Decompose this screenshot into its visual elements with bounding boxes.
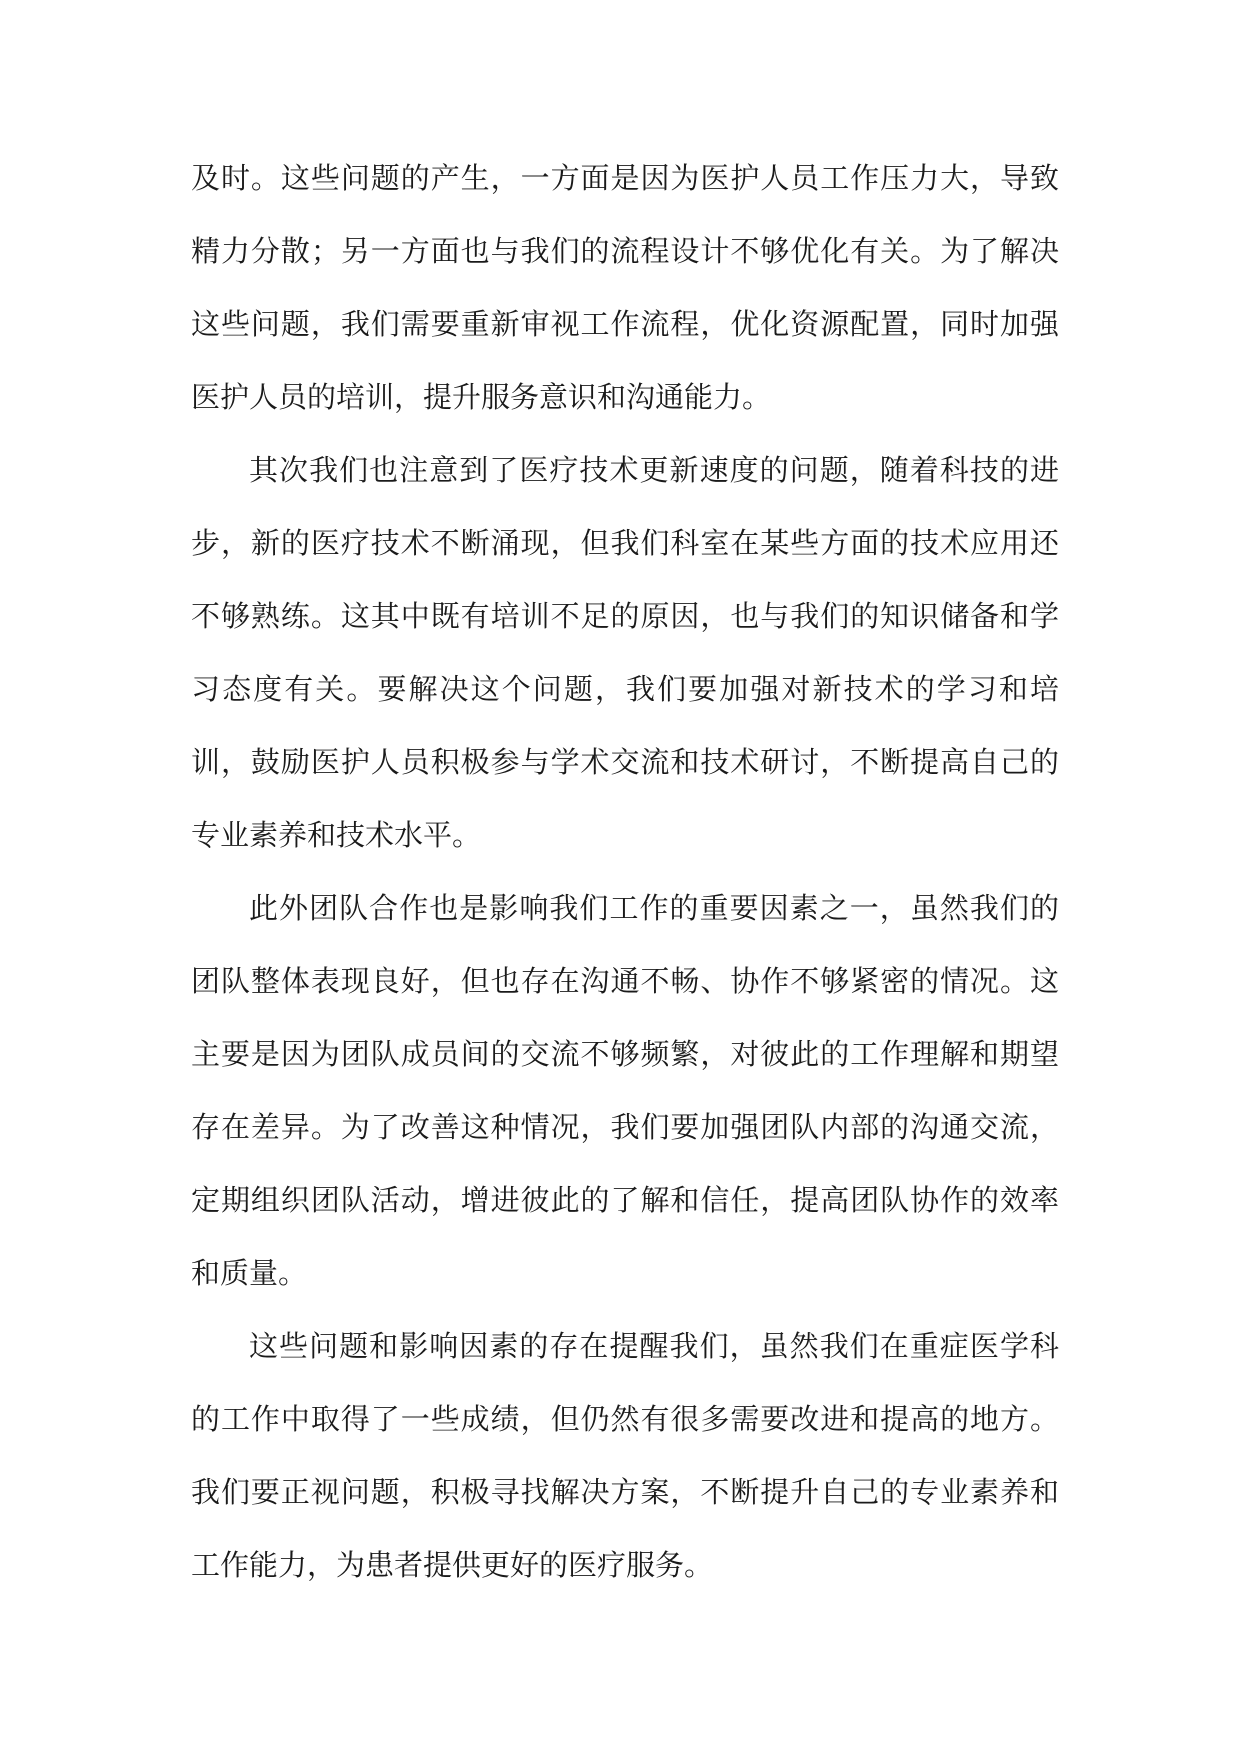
paragraph-2: 其次我们也注意到了医疗技术更新速度的问题，随着科技的进步，新的医疗技术不断涌现，但我们科室在某些方面的技术应用还不够熟练。这其中既有培训不足的原因，也与我们的知识储备和学习态度有关。要解决这个问题，我们要加强对新技术的学习和培训，鼓励医护人员积极参与学术交流和技术研讨，不断提高自己的专业素养和技术水平。 bbox=[191, 453, 1059, 852]
paragraph-3: 此外团队合作也是影响我们工作的重要因素之一，虽然我们的团队整体表现良好，但也存在沟通不畅、协作不够紧密的情况。这主要是因为团队成员间的交流不够频繁，对彼此的工作理解和期望存在差异。为了改善这种情况，我们要加强团队内部的沟通交流，定期组织团队活动，增进彼此的了解和信任，提高团队协作的效率和质量。 bbox=[191, 891, 1059, 1290]
paragraph-1: 及时。这些问题的产生，一方面是因为医护人员工作压力大，导致精力分散；另一方面也与我们的流程设计不够优化有关。为了解决这些问题，我们需要重新审视工作流程，优化资源配置，同时加强医护人员的培训，提升服务意识和沟通能力。 bbox=[191, 161, 1059, 414]
paragraph-4: 这些问题和影响因素的存在提醒我们，虽然我们在重症医学科的工作中取得了一些成绩，但仍然有很多需要改进和提高的地方。我们要正视问题，积极寻找解决方案，不断提升自己的专业素养和工作能力，为患者提供更好的医疗服务。 bbox=[191, 1329, 1059, 1582]
document-body bbox=[191, 142, 1059, 1602]
